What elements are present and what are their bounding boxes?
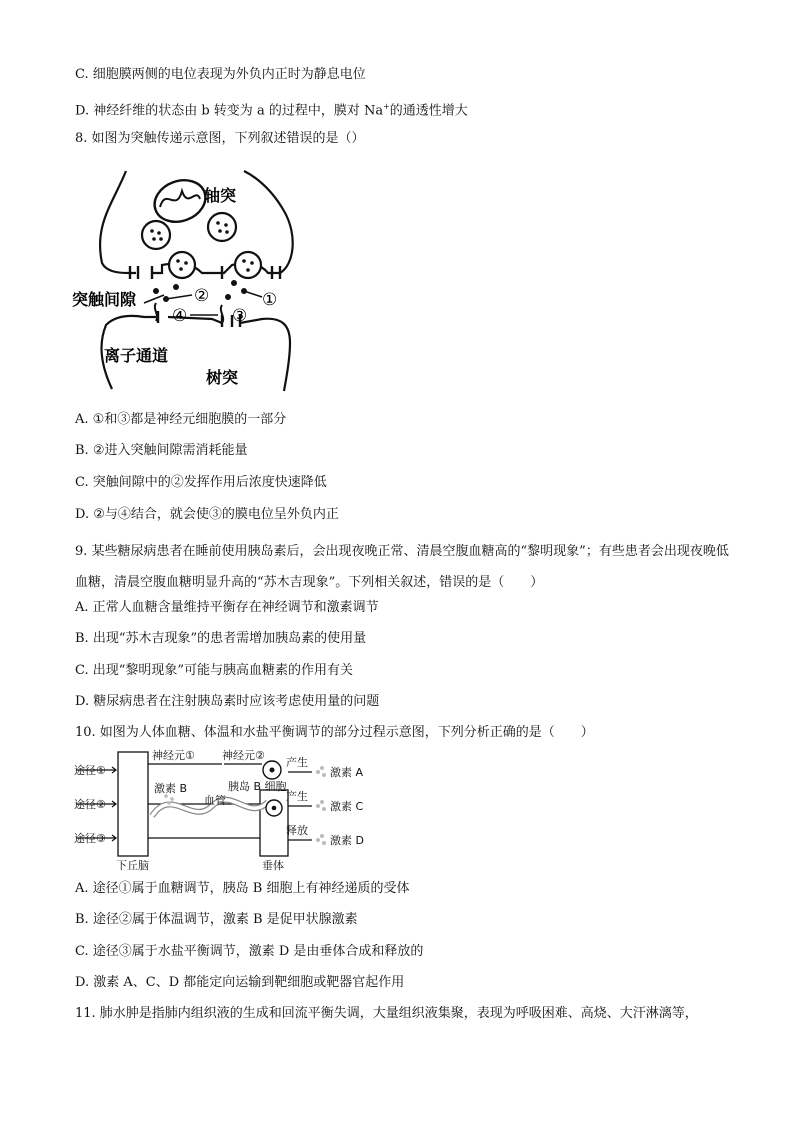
label-hormone-b: 激素 B bbox=[154, 782, 188, 795]
label-path-2: 途径② bbox=[74, 798, 106, 811]
q7d-superscript: + bbox=[383, 102, 390, 111]
label-dendrite: 树突 bbox=[206, 368, 239, 387]
q7d-text-a: D. 神经纤维的状态由 b 转变为 a 的过程中，膜对 Na bbox=[75, 103, 384, 119]
marker-2: ② bbox=[194, 286, 210, 306]
marker-1: ① bbox=[262, 290, 278, 310]
q7-option-d bbox=[75, 98, 468, 120]
label-release: 释放 bbox=[286, 824, 308, 837]
synapse-figure bbox=[72, 165, 302, 395]
label-pituitary: 垂体 bbox=[262, 859, 284, 872]
question-10: 10. 如图为人体血糖、体温和水盐平衡调节的部分过程示意图，下列分析正确的是（ ） bbox=[75, 725, 594, 740]
label-path-1: 途径① bbox=[74, 764, 106, 777]
q10-option-a: A. 途径①属于血糖调节，胰岛 B 细胞上有神经递质的受体 bbox=[75, 881, 410, 896]
label-vessel: 血管 bbox=[204, 794, 226, 807]
q9-option-d: D. 糖尿病患者在注射胰岛素时应该考虑使用量的问题 bbox=[75, 694, 380, 709]
regulation-figure bbox=[72, 746, 382, 874]
label-neuron-1: 神经元① bbox=[152, 749, 195, 762]
marker-3: ③ bbox=[232, 306, 248, 326]
q9-option-c: C. 出现“黎明现象”可能与胰高血糖素的作用有关 bbox=[75, 663, 354, 678]
q8-option-d: D. ②与④结合，就会使③的膜电位呈外负内正 bbox=[75, 507, 339, 522]
q9-option-b: B. 出现“苏木吉现象”的患者需增加胰岛素的使用量 bbox=[75, 631, 367, 646]
label-path-3: 途径③ bbox=[74, 832, 106, 845]
question-9: 9. 某些糖尿病患者在睡前使用胰岛素后，会出现夜晚正常、清晨空腹血糖高的“黎明现象”；有些患者会出现夜晚低血糖，清晨空腹血糖明显升高的“苏木吉现象”。下列相关叙述，错误的是（ ） bbox=[75, 544, 729, 590]
label-produce-1: 产生 bbox=[286, 756, 308, 769]
hypothalamus-box bbox=[118, 752, 148, 856]
synaptic-vesicles bbox=[142, 213, 261, 278]
q10-option-b: B. 途径②属于体温调节，激素 B 是促甲状腺激素 bbox=[75, 912, 358, 927]
label-produce-2: 产生 bbox=[286, 790, 308, 803]
q9-option-a: A. 正常人血糖含量维持平衡存在神经调节和激素调节 bbox=[75, 600, 379, 615]
label-islet-cell: 胰岛 B 细胞 bbox=[228, 780, 287, 793]
q7d-text-b: 的通透性增大 bbox=[389, 103, 468, 119]
question-8: 8. 如图为突触传递示意图，下列叙述错误的是（） bbox=[75, 131, 365, 146]
label-neuron-2: 神经元② bbox=[222, 749, 265, 762]
label-hypothalamus: 下丘脑 bbox=[116, 859, 149, 872]
marker-4: ④ bbox=[172, 306, 188, 326]
q8-option-b: B. ②进入突触间隙需消耗能量 bbox=[75, 443, 248, 458]
label-synaptic-cleft: 突触间隙 bbox=[72, 290, 137, 309]
question-11: 11. 肺水肿是指肺内组织液的生成和回流平衡失调，大量组织液集聚，表现为呼吸困难、高烧、大汗淋漓等， bbox=[75, 1006, 698, 1021]
q10-option-c: C. 途径③属于水盐平衡调节，激素 D 是由垂体合成和释放的 bbox=[75, 944, 424, 959]
q8-option-c: C. 突触间隙中的②发挥作用后浓度快速降低 bbox=[75, 475, 327, 490]
q7-option-c: C. 细胞膜两侧的电位表现为外负内正时为静息电位 bbox=[75, 67, 366, 82]
q8-option-a: A. ①和③都是神经元细胞膜的一部分 bbox=[75, 412, 287, 427]
q10-option-d: D. 激素 A、C、D 都能定向运输到靶细胞或靶器官起作用 bbox=[75, 975, 405, 990]
label-hormone-d: 激素 D bbox=[330, 834, 364, 847]
label-ion-channel: 离子通道 bbox=[104, 346, 169, 365]
label-hormone-a: 激素 A bbox=[330, 766, 364, 779]
label-hormone-c: 激素 C bbox=[330, 800, 364, 813]
label-axon: 轴突 bbox=[204, 186, 237, 205]
